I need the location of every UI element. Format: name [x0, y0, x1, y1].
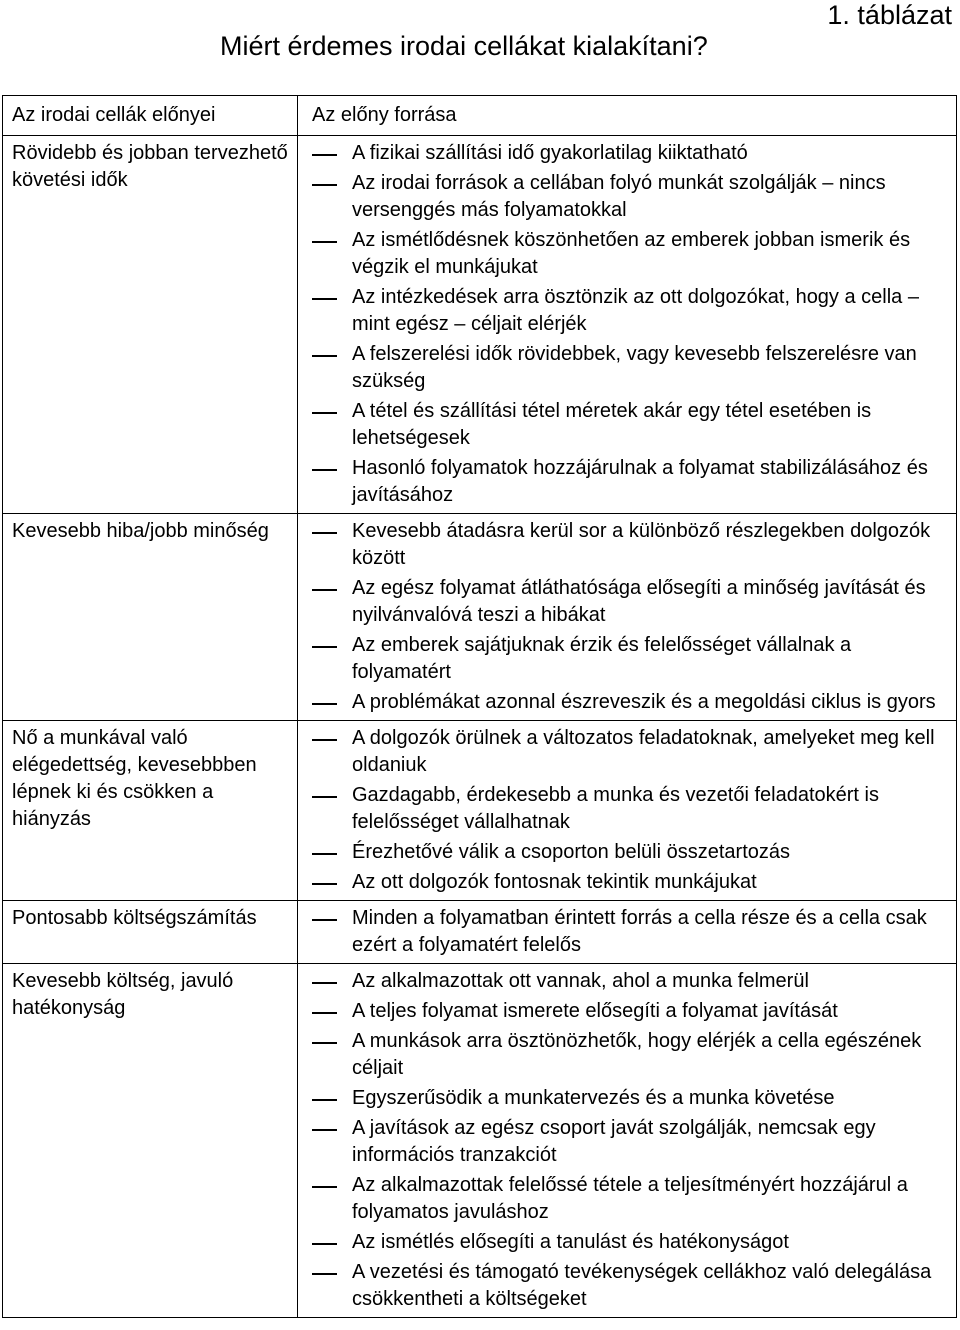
dash-bullet-icon [312, 241, 337, 243]
dash-bullet-icon [312, 532, 337, 534]
table-header-row [3, 96, 956, 135]
source-text: Az alkalmazottak felelőssé tétele a teljesítményért hozzájárul a folyamatos javuláshoz [352, 1174, 908, 1223]
source-list-item [312, 905, 946, 959]
source-cell [298, 721, 956, 900]
advantage-cell: Kevesebb költség, javuló hatékonyság [3, 964, 298, 1317]
source-list-item [312, 1085, 946, 1112]
source-text: Kevesebb átadásra kerül sor a különböző részlegekben dolgozók között [352, 520, 931, 569]
table-row [3, 720, 956, 900]
source-cell [298, 964, 956, 1317]
dash-bullet-icon [312, 1186, 337, 1188]
dash-bullet-icon [312, 919, 337, 921]
dash-bullet-icon [312, 1273, 337, 1275]
dash-bullet-icon [312, 469, 337, 471]
source-text: Az ismétlődésnek köszönhetően az emberek jobban ismerik és végzik el munkájukat [352, 229, 911, 278]
source-text: Érezhetővé válik a csoporton belüli összetartozás [352, 841, 791, 863]
source-list-item [312, 725, 946, 779]
dash-bullet-icon [312, 796, 337, 798]
table-row [3, 900, 956, 963]
dash-bullet-icon [312, 154, 337, 156]
table-row [3, 963, 956, 1317]
dash-bullet-icon [312, 703, 337, 705]
dash-bullet-icon [312, 412, 337, 414]
source-text: A felszerelési idők rövidebbek, vagy kevesebb felszerelésre van szükség [352, 343, 917, 392]
header-source: Az előny forrása [312, 104, 457, 126]
dash-bullet-icon [312, 883, 337, 885]
source-text: Egyszerűsödik a munkatervezés és a munka követése [352, 1087, 835, 1109]
source-text: A vezetési és támogató tevékenységek cellákhoz való delegálása csökkentheti a költségeket [352, 1261, 932, 1310]
source-text: Az ismétlés elősegíti a tanulást és hatékonyságot [352, 1231, 789, 1253]
source-text: Az ott dolgozók fontosnak tekintik munkájukat [352, 871, 757, 893]
table-row [3, 513, 956, 720]
table-label: 1. táblázat [827, 0, 952, 30]
source-cell [298, 136, 956, 513]
source-list-item [312, 869, 946, 896]
source-list-item [312, 1115, 946, 1169]
source-list-item [312, 575, 946, 629]
source-text: A munkások arra ösztönözhetők, hogy elérjék a cella egészének céljait [352, 1030, 922, 1079]
source-text: Az alkalmazottak ott vannak, ahol a munka felmerül [352, 970, 809, 992]
source-text: Az irodai források a cellában folyó munkát szolgálják – nincs versenggés más folyamatokkal [352, 172, 886, 221]
source-text: Minden a folyamatban érintett forrás a cella része és a cella csak ezért a folyamatért felelős [352, 907, 927, 956]
source-text: Az intézkedések arra ösztönzik az ott dolgozókat, hogy a cella – mint egész – céljait elérjék [352, 286, 919, 335]
dash-bullet-icon [312, 1042, 337, 1044]
advantage-cell: Rövidebb és jobban tervezhető követési idők [3, 136, 298, 513]
header-advantages: Az irodai cellák előnyei [3, 96, 298, 135]
advantage-cell: Pontosabb költségszámítás [3, 901, 298, 963]
dash-bullet-icon [312, 1129, 337, 1131]
source-list-item [312, 140, 946, 167]
page-title: Miért érdemes irodai cellákat kialakítani? [220, 31, 708, 61]
dash-bullet-icon [312, 355, 337, 357]
dash-bullet-icon [312, 298, 337, 300]
source-list-item [312, 1259, 946, 1313]
advantage-cell: Kevesebb hiba/jobb minőség [3, 514, 298, 720]
source-text: A fizikai szállítási idő gyakorlatilag kiiktatható [352, 142, 748, 164]
source-list-item [312, 968, 946, 995]
dash-bullet-icon [312, 184, 337, 186]
source-list-item [312, 839, 946, 866]
source-text: Az egész folyamat átláthatósága elősegíti a minőség javítását és nyilvánvalóvá teszi a hibákat [352, 577, 926, 626]
source-list-item [312, 998, 946, 1025]
source-text: Az emberek sajátjuknak érzik és felelősséget vállalnak a folyamatért [352, 634, 852, 683]
advantages-table [2, 95, 957, 1318]
source-text: A problémákat azonnal észreveszik és a megoldási ciklus is gyors [352, 691, 936, 713]
source-cell [298, 901, 956, 963]
source-text: A tétel és szállítási tétel méretek akár egy tétel esetében is lehetségesek [352, 400, 872, 449]
dash-bullet-icon [312, 1012, 337, 1014]
dash-bullet-icon [312, 1243, 337, 1245]
source-list-item [312, 227, 946, 281]
source-text: A javítások az egész csoport javát szolgálják, nemcsak egy információs tranzakciót [352, 1117, 876, 1166]
source-list-item [312, 455, 946, 509]
dash-bullet-icon [312, 853, 337, 855]
source-text: A dolgozók örülnek a változatos feladatoknak, amelyeket meg kell oldaniuk [352, 727, 935, 776]
source-text: A teljes folyamat ismerete elősegíti a folyamat javítását [352, 1000, 838, 1022]
source-list-item [312, 782, 946, 836]
source-list-item [312, 170, 946, 224]
advantage-cell: Nő a munkával való elégedettség, kevesebbben lépnek ki és csökken a hiányzás [3, 721, 298, 900]
source-list-item [312, 1229, 946, 1256]
source-list-item [312, 689, 946, 716]
source-text: Gazdagabb, érdekesebb a munka és vezetői feladatokért is felelősséget vállalhatnak [352, 784, 879, 833]
source-list-item [312, 1028, 946, 1082]
dash-bullet-icon [312, 646, 337, 648]
dash-bullet-icon [312, 589, 337, 591]
source-list-item [312, 1172, 946, 1226]
dash-bullet-icon [312, 739, 337, 741]
source-list-item [312, 341, 946, 395]
source-list-item [312, 284, 946, 338]
source-text: Hasonló folyamatok hozzájárulnak a folyamat stabilizálásához és javításához [352, 457, 928, 506]
dash-bullet-icon [312, 1099, 337, 1101]
dash-bullet-icon [312, 982, 337, 984]
table-row [3, 135, 956, 513]
source-list-item [312, 518, 946, 572]
table-body [3, 135, 956, 1317]
source-cell [298, 514, 956, 720]
source-list-item [312, 398, 946, 452]
source-list-item [312, 632, 946, 686]
